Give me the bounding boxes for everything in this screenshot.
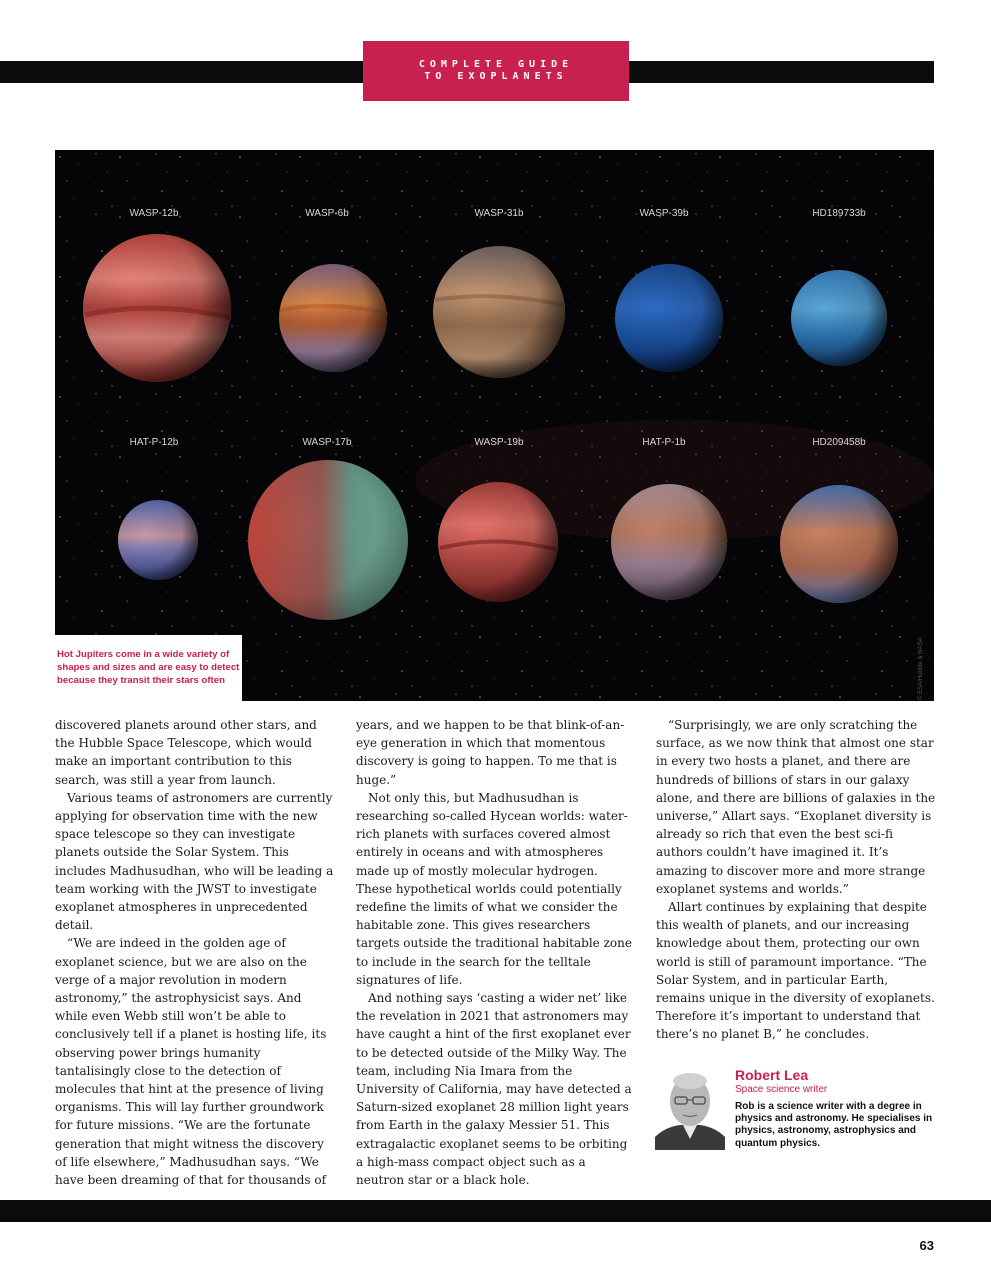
planet-label: WASP-17b [302, 437, 352, 448]
paragraph: Allart continues by explaining that despite this wealth of planets, and our increasing knowledge about them, protecting our own world is still of paramount importance. “The Solar System, and in particular Earth, remains unique in the diversity of exoplanets. Therefore it’s important to understand that there’s no planet B,” he concludes. [656, 900, 935, 1042]
paragraph: “We are indeed in the golden age of exoplanet science, but we are also on the verge of a major revolution in modern astronomy,” the astrophysicist says. And while even Webb still won’t be able to conclusively tell if a planet is hosting life, its observing power brings humanity tantalisingly close to the detection of molecules that hint at the presence of living organisms. This will lay further groundwork for future missions. “We are the fortunate generation that might witness the discovery of life elsewhere,” Madhusudhan says. “We have been dreaming of that for thousands of [55, 936, 327, 1188]
planet-label: WASP-6b [305, 208, 349, 219]
planet-illustration [55, 150, 934, 701]
paragraph: And nothing says ‘casting a wider net’ like the revelation in 2021 that astronomers may have caught a hint of the first exoplanet ever to be detected outside of the Milky Way. The team, including Nia Imara from the University of California, may have detected a Saturn-sized exoplanet 28 million light years from Earth in the galaxy Messier 51. This extragalactic exoplanet seems to be orbiting a high-mass compact object such as a neutron star or a black hole. [356, 991, 632, 1188]
author-avatar [655, 1067, 725, 1150]
planet-wasp-6b [279, 264, 387, 372]
section-tag-line1: COMPLETE GUIDE [418, 59, 574, 70]
planet-label: WASP-39b [639, 208, 689, 219]
planet-label: HD209458b [812, 437, 866, 448]
planet-hat-p-1b [611, 484, 727, 600]
article-column-3 [656, 716, 936, 1044]
page-number: 63 [919, 1238, 934, 1253]
author-role: Space science writer [735, 1084, 828, 1095]
bottom-black-bar [0, 1200, 991, 1222]
paragraph: discovered planets around other stars, and the Hubble Space Telescope, which would make an important contribution to this search, was still a year from launch. [55, 718, 317, 787]
section-tag-line2: TO EXOPLANETS [424, 71, 568, 82]
planet-label: HAT-P-12b [129, 437, 179, 448]
paragraph: Various teams of astronomers are currently applying for observation time with the new space telescope so they can investigate planets outside the Solar System. This includes Madhusudhan, who will be leading a team working with the JWST to investigate exoplanet atmospheres in unprecedented detail. [55, 790, 334, 933]
planet-hat-p-12b [118, 500, 198, 580]
image-credit: © ESA/Hubble & NASA [918, 637, 924, 700]
paragraph: “Surprisingly, we are only scratching the surface, as we now think that almost one star in every two hosts a planet, and there are hundreds of billions of stars in our galaxy alone, and there are billions of galaxies in the universe,” Allart says. “Exoplanet diversity is already so rich that even the best sci-fi authors couldn’t have imagined it. It’s amazing to discover more and more strange exoplanet systems and worlds.” [656, 718, 936, 896]
article-column-1 [55, 716, 335, 1189]
section-tag [363, 41, 629, 101]
planet-wasp-19b [438, 482, 558, 602]
author-bio: Rob is a science writer with a degree in physics and astronomy. He specialises in physics, astronomy, astrophysics and quantum physics. [735, 1101, 933, 1149]
planet-wasp-39b [615, 264, 723, 372]
planet-label: WASP-12b [129, 208, 179, 219]
planet-label: HAT-P-1b [642, 437, 686, 448]
planet-label: HD189733b [812, 208, 866, 219]
planet-label: WASP-19b [474, 437, 524, 448]
paragraph: Not only this, but Madhusudhan is researching so-called Hycean worlds: water-rich planets with surfaces covered almost entirely in oceans and with atmospheres made up of mostly molecular hydrogen. These hypothetical worlds could potentially redefine the limits of what we consider the habitable zone. This gives researchers targets outside the traditional habitable zone to include in the search for the telltale signatures of life. [356, 790, 632, 987]
hot-jupiters-figure [55, 150, 934, 701]
planet-wasp-17b [248, 460, 408, 620]
author-name: Robert Lea [735, 1067, 809, 1083]
planet-wasp-31b [433, 246, 565, 378]
article-column-2 [356, 716, 636, 1189]
planet-hd209458b [780, 485, 898, 603]
author-box [655, 1067, 935, 1152]
figure-caption: Hot Jupiters come in a wide variety of shapes and sizes and are easy to detect because they transit their stars often [55, 635, 242, 701]
planet-label: WASP-31b [474, 208, 524, 219]
planet-wasp-12b [83, 234, 231, 382]
paragraph: years, and we happen to be that blink-of-an-eye generation in which that momentous discovery is going to happen. To me that is huge.” [356, 718, 625, 787]
planet-hd189733b [791, 270, 887, 366]
